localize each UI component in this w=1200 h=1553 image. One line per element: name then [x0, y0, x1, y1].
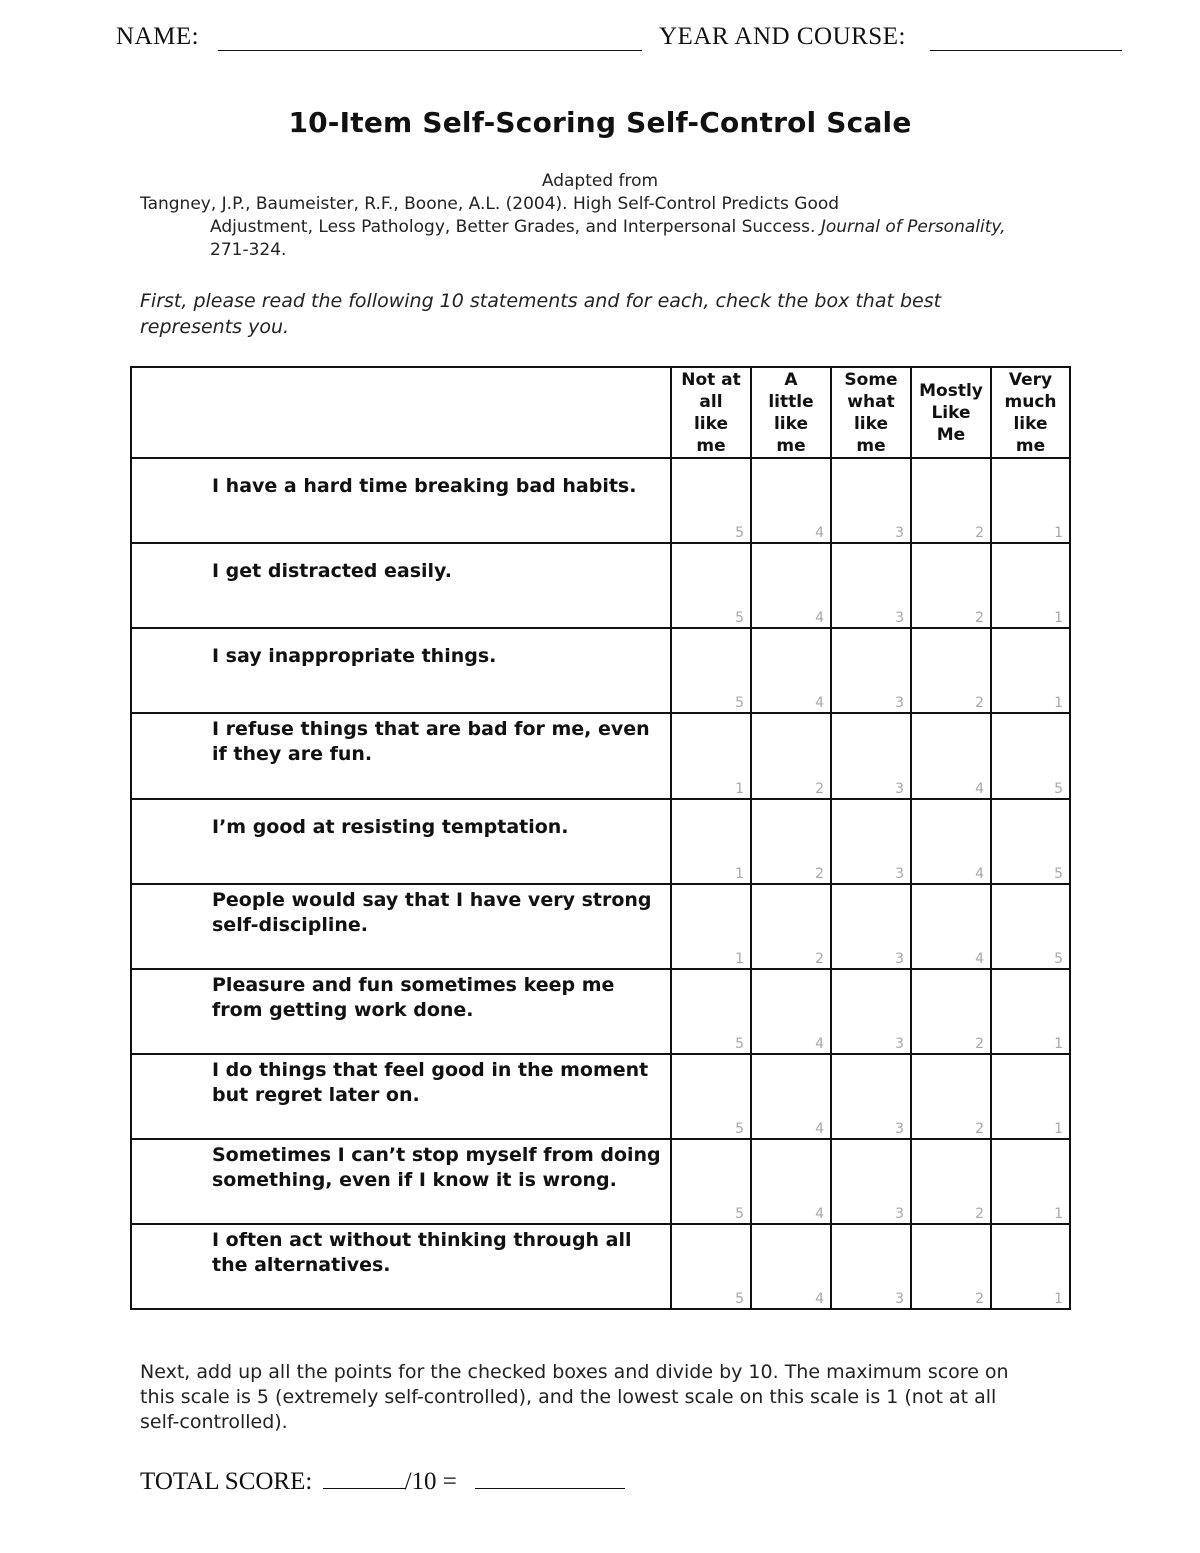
table-row	[131, 799, 1070, 884]
total-points-field[interactable]	[323, 1487, 405, 1489]
point-value: 2	[815, 781, 824, 797]
point-value: 3	[895, 1291, 904, 1307]
statement-cell	[131, 1224, 671, 1309]
point-value: 5	[1054, 866, 1063, 882]
point-value: 2	[975, 695, 984, 711]
checkbox-cell[interactable]	[831, 1224, 911, 1309]
checkbox-cell[interactable]	[991, 1139, 1070, 1224]
citation-line-1: Tangney, J.P., Baumeister, R.F., Boone, A.L. (2004). High Self-Control Predicts Good	[140, 194, 840, 214]
point-value: 1	[1054, 695, 1063, 711]
statement-text: I get distracted easily.	[212, 560, 452, 582]
table-row	[131, 628, 1070, 713]
point-value: 4	[975, 781, 984, 797]
statement-cell	[131, 1054, 671, 1139]
checkbox-cell[interactable]	[831, 713, 911, 799]
point-value: 5	[735, 610, 744, 626]
statement-text: I have a hard time breaking bad habits.	[212, 475, 637, 497]
point-value: 3	[895, 610, 904, 626]
statement-cell	[131, 969, 671, 1054]
checkbox-cell[interactable]	[991, 543, 1070, 628]
checkbox-cell[interactable]	[671, 543, 751, 628]
checkbox-cell[interactable]	[911, 1054, 991, 1139]
checkbox-cell[interactable]	[671, 713, 751, 799]
point-value: 1	[735, 781, 744, 797]
checkbox-cell[interactable]	[991, 1054, 1070, 1139]
checkbox-cell[interactable]	[911, 1139, 991, 1224]
citation-pages: 271-324.	[210, 240, 287, 260]
checkbox-cell[interactable]	[671, 1224, 751, 1309]
point-value: 5	[735, 1291, 744, 1307]
checkbox-cell[interactable]	[751, 969, 831, 1054]
checkbox-cell[interactable]	[991, 969, 1070, 1054]
point-value: 3	[895, 866, 904, 882]
table-row	[131, 1224, 1070, 1309]
checkbox-cell[interactable]	[991, 713, 1070, 799]
point-value: 1	[1054, 1291, 1063, 1307]
statement-text: I refuse things that are bad for me, even if they are fun.	[212, 718, 650, 765]
checkbox-cell[interactable]	[671, 1139, 751, 1224]
total-score	[140, 1468, 625, 1496]
checkbox-cell[interactable]	[751, 458, 831, 543]
statement-text: I do things that feel good in the moment but regret later on.	[212, 1059, 649, 1106]
checkbox-cell[interactable]	[831, 1139, 911, 1224]
checkbox-cell[interactable]	[751, 1054, 831, 1139]
checkbox-cell[interactable]	[831, 799, 911, 884]
statement-cell	[131, 1139, 671, 1224]
point-value: 4	[975, 951, 984, 967]
statement-header	[131, 367, 671, 458]
point-value: 5	[735, 1121, 744, 1137]
checkbox-cell[interactable]	[991, 1224, 1070, 1309]
table-row	[131, 884, 1070, 969]
checkbox-cell[interactable]	[751, 713, 831, 799]
statement-text: I often act without thinking through all the alternatives.	[212, 1229, 632, 1276]
citation	[140, 193, 1070, 262]
checkbox-cell[interactable]	[831, 458, 911, 543]
column-header-very-much: Very much like me	[991, 367, 1070, 458]
point-value: 1	[1054, 1206, 1063, 1222]
statement-cell	[131, 543, 671, 628]
statement-text: Pleasure and fun sometimes keep me from getting work done.	[212, 974, 615, 1021]
point-value: 5	[735, 1206, 744, 1222]
table-header-row	[131, 367, 1070, 458]
point-value: 2	[975, 1291, 984, 1307]
point-value: 5	[735, 1036, 744, 1052]
statement-text: I say inappropriate things.	[212, 645, 497, 667]
column-header-not-at-all: Not at all like me	[671, 367, 751, 458]
point-value: 2	[815, 951, 824, 967]
checkbox-cell[interactable]	[671, 884, 751, 969]
table-row	[131, 543, 1070, 628]
point-value: 4	[815, 610, 824, 626]
point-value: 4	[815, 1291, 824, 1307]
point-value: 5	[735, 525, 744, 541]
checkbox-cell[interactable]	[911, 628, 991, 713]
point-value: 2	[815, 866, 824, 882]
point-value: 3	[895, 1121, 904, 1137]
point-value: 3	[895, 1036, 904, 1052]
checkbox-cell[interactable]	[911, 543, 991, 628]
scoring-instructions: Next, add up all the points for the checked boxes and divide by 10. The maximum score on this scale is 5 (extremely self-controlled), and the lowest scale on this scale is 1 (not at all self-controlled).	[140, 1361, 1009, 1433]
point-value: 4	[815, 1036, 824, 1052]
checkbox-cell[interactable]	[831, 543, 911, 628]
checkbox-cell[interactable]	[911, 969, 991, 1054]
statement-cell	[131, 628, 671, 713]
checkbox-cell[interactable]	[671, 969, 751, 1054]
point-value: 3	[895, 1206, 904, 1222]
checkbox-cell[interactable]	[911, 713, 991, 799]
scale-table	[130, 366, 1071, 1310]
point-value: 5	[1054, 951, 1063, 967]
point-value: 4	[815, 695, 824, 711]
checkbox-cell[interactable]	[671, 1054, 751, 1139]
statement-text: I’m good at resisting temptation.	[212, 816, 569, 838]
checkbox-cell[interactable]	[911, 799, 991, 884]
statement-cell	[131, 799, 671, 884]
citation-journal: Journal of Personality,	[820, 217, 1006, 237]
column-header-somewhat: Some what like me	[831, 367, 911, 458]
instructions: First, please read the following 10 statements and for each, check the box that best represents you.	[140, 290, 942, 338]
point-value: 5	[735, 695, 744, 711]
point-value: 4	[815, 1206, 824, 1222]
statement-cell	[131, 713, 671, 799]
checkbox-cell[interactable]	[751, 884, 831, 969]
checkbox-cell[interactable]	[751, 1224, 831, 1309]
point-value: 2	[975, 1036, 984, 1052]
checkbox-cell[interactable]	[751, 628, 831, 713]
checkbox-cell[interactable]	[991, 799, 1070, 884]
citation-title: Adjustment, Less Pathology, Better Grades, and Interpersonal Success.	[210, 217, 816, 237]
table-row	[131, 1139, 1070, 1224]
adapted-from: Adapted from	[541, 171, 659, 191]
final-score-field[interactable]	[475, 1487, 625, 1489]
checkbox-cell[interactable]	[831, 884, 911, 969]
point-value: 1	[1054, 1036, 1063, 1052]
total-score-label: TOTAL SCORE:	[140, 1468, 313, 1495]
point-value: 1	[735, 866, 744, 882]
point-value: 4	[975, 866, 984, 882]
checkbox-cell[interactable]	[751, 543, 831, 628]
table-row	[131, 458, 1070, 543]
checkbox-cell[interactable]	[911, 458, 991, 543]
point-value: 2	[975, 1121, 984, 1137]
statement-text: Sometimes I can’t stop myself from doing something, even if I know it is wrong.	[212, 1144, 661, 1191]
table-row	[131, 713, 1070, 799]
column-header-a-little: A little like me	[751, 367, 831, 458]
checkbox-cell[interactable]	[911, 1224, 991, 1309]
point-value: 4	[815, 525, 824, 541]
checkbox-cell[interactable]	[991, 628, 1070, 713]
statement-text: People would say that I have very strong self-discipline.	[212, 889, 652, 936]
point-value: 3	[895, 781, 904, 797]
checkbox-cell[interactable]	[831, 1054, 911, 1139]
checkbox-cell[interactable]	[991, 458, 1070, 543]
checkbox-cell[interactable]	[831, 628, 911, 713]
checkbox-cell[interactable]	[671, 628, 751, 713]
checkbox-cell[interactable]	[751, 799, 831, 884]
statement-cell	[131, 884, 671, 969]
checkbox-cell[interactable]	[911, 884, 991, 969]
divider-text: /10 =	[404, 1468, 457, 1495]
point-value: 1	[735, 951, 744, 967]
page-title: 10-Item Self-Scoring Self-Control Scale	[288, 106, 912, 139]
checkbox-cell[interactable]	[831, 969, 911, 1054]
column-header-mostly: Mostly Like Me	[911, 367, 991, 458]
point-value: 4	[815, 1121, 824, 1137]
year-course-field[interactable]	[930, 50, 1122, 51]
name-field[interactable]	[218, 50, 642, 51]
table-row	[131, 1054, 1070, 1139]
point-value: 3	[895, 525, 904, 541]
year-course-label: YEAR AND COURSE:	[659, 23, 906, 50]
table-row	[131, 969, 1070, 1054]
name-label: NAME:	[116, 23, 200, 50]
checkbox-cell[interactable]	[671, 799, 751, 884]
checkbox-cell[interactable]	[991, 884, 1070, 969]
statement-cell	[131, 458, 671, 543]
point-value: 2	[975, 610, 984, 626]
point-value: 3	[895, 695, 904, 711]
point-value: 5	[1054, 781, 1063, 797]
point-value: 2	[975, 1206, 984, 1222]
point-value: 2	[975, 525, 984, 541]
point-value: 1	[1054, 1121, 1063, 1137]
checkbox-cell[interactable]	[751, 1139, 831, 1224]
point-value: 1	[1054, 525, 1063, 541]
point-value: 3	[895, 951, 904, 967]
point-value: 1	[1054, 610, 1063, 626]
citation-line-2	[140, 216, 1070, 239]
checkbox-cell[interactable]	[671, 458, 751, 543]
